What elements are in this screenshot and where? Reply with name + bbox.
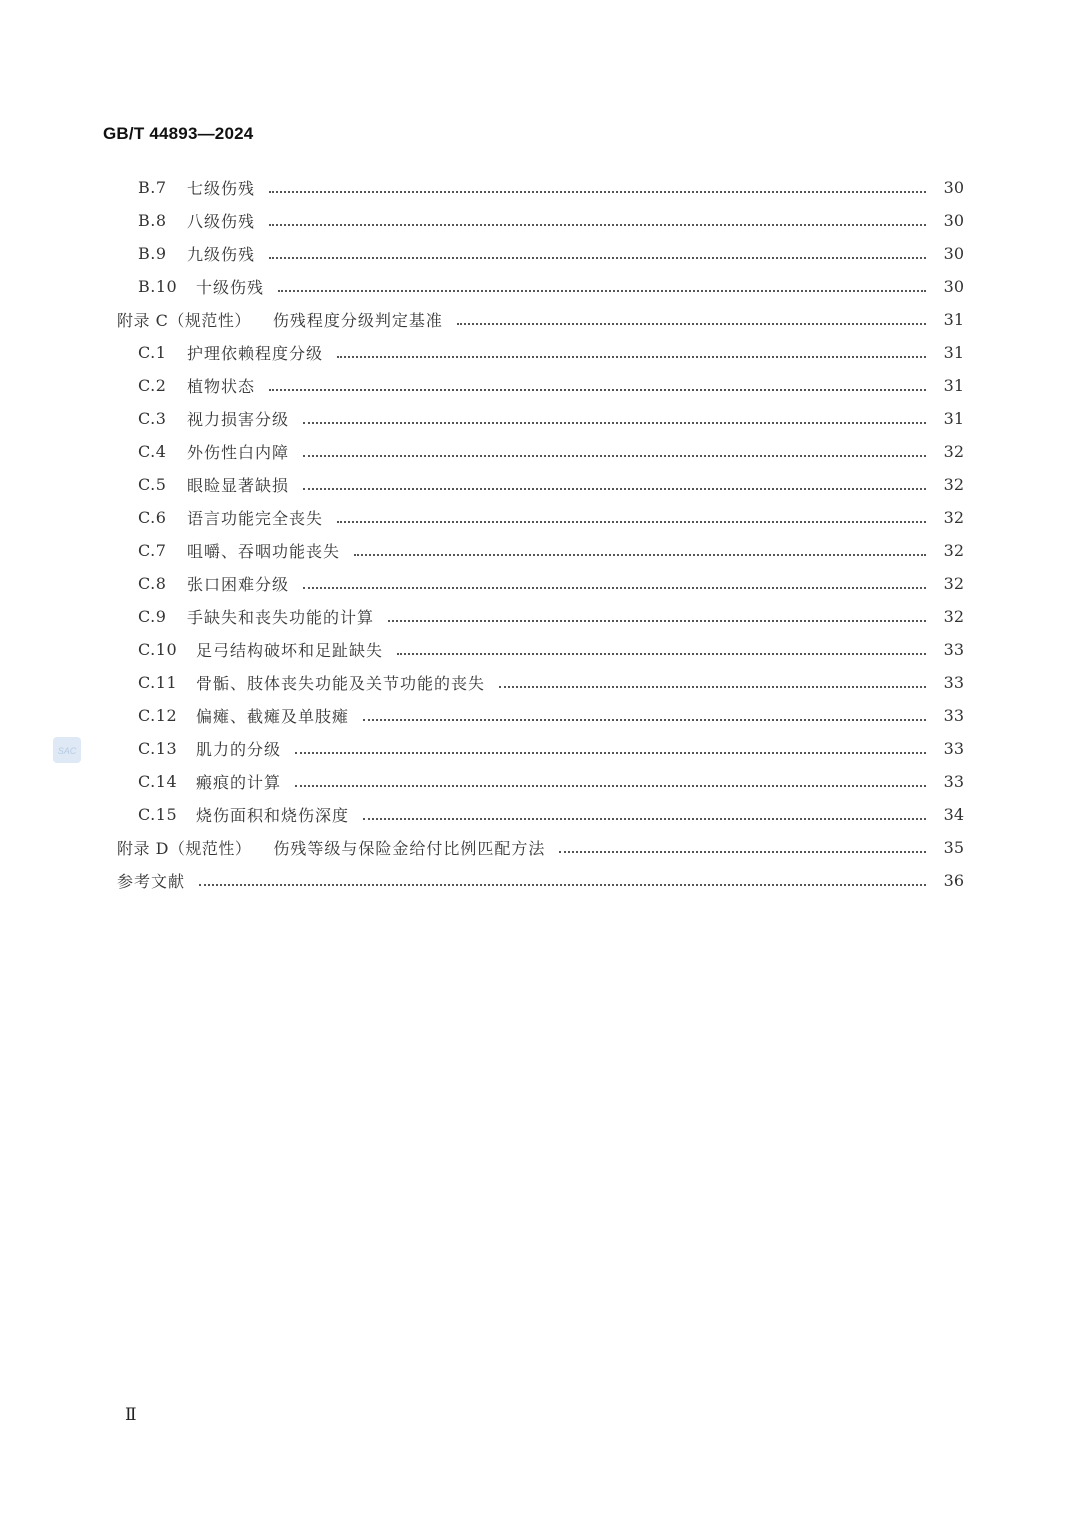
toc-entry-number: B.7	[138, 178, 167, 197]
toc-dot-leader	[388, 620, 926, 622]
toc-dot-leader	[303, 488, 926, 490]
toc-entry[interactable]	[0, 666, 1080, 699]
toc-entry-page: 34	[943, 805, 964, 824]
toc-dot-leader	[278, 290, 926, 292]
toc-dot-leader	[354, 554, 926, 556]
toc-entry-number: 附录 D（规范性）	[117, 839, 252, 858]
toc-entry[interactable]	[0, 831, 1080, 864]
toc-dot-leader	[269, 257, 926, 259]
toc-entry-number: C.5	[138, 475, 167, 494]
toc-entry-title: 咀嚼、吞咽功能丧失	[187, 542, 341, 561]
toc-entry[interactable]	[0, 303, 1080, 336]
toc-dot-leader	[457, 323, 926, 325]
toc-entry-page: 32	[943, 607, 964, 626]
toc-entry-page: 33	[943, 706, 964, 725]
toc-entry[interactable]	[0, 864, 1080, 897]
toc-entry[interactable]	[0, 435, 1080, 468]
toc-entry-title: 植物状态	[187, 377, 256, 396]
toc-entry[interactable]	[0, 468, 1080, 501]
toc-entry-number: C.14	[138, 772, 178, 791]
toc-entry[interactable]	[0, 336, 1080, 369]
toc-entry-number: C.7	[138, 541, 167, 560]
toc-dot-leader	[199, 884, 926, 886]
toc-entry-number: B.9	[138, 244, 167, 263]
table-of-contents	[0, 171, 1080, 897]
toc-entry-title: 伤残等级与保险金给付比例匹配方法	[273, 839, 546, 858]
toc-entry[interactable]	[0, 237, 1080, 270]
toc-dot-leader	[559, 851, 926, 853]
toc-entry-title: 语言功能完全丧失	[187, 509, 324, 528]
document-code-header: GB/T 44893—2024	[103, 124, 254, 143]
toc-dot-leader	[269, 191, 926, 193]
toc-dot-leader	[303, 422, 926, 424]
toc-entry-number: C.3	[138, 409, 167, 428]
toc-dot-leader	[337, 521, 926, 523]
toc-entry-title: 骨骺、肢体丧失功能及关节功能的丧失	[196, 674, 486, 693]
toc-entry-page: 36	[943, 871, 964, 890]
toc-entry-page: 30	[943, 244, 964, 263]
toc-entry[interactable]	[0, 600, 1080, 633]
toc-entry-number: C.13	[138, 739, 178, 758]
toc-entry-number: C.12	[138, 706, 178, 725]
toc-entry-title: 十级伤残	[196, 278, 265, 297]
toc-dot-leader	[337, 356, 926, 358]
toc-entry-page: 31	[943, 343, 964, 362]
toc-entry-title: 偏瘫、截瘫及单肢瘫	[196, 707, 350, 726]
toc-entry-title: 伤残程度分级判定基准	[272, 311, 443, 330]
toc-entry-title: 足弓结构破坏和足趾缺失	[196, 641, 384, 660]
toc-entry-number: C.1	[138, 343, 167, 362]
toc-dot-leader	[269, 389, 926, 391]
toc-dot-leader	[303, 455, 926, 457]
toc-entry-page: 32	[943, 541, 964, 560]
toc-entry-page: 33	[943, 640, 964, 659]
toc-entry[interactable]	[0, 633, 1080, 666]
toc-dot-leader	[363, 818, 926, 820]
toc-entry-page: 30	[943, 277, 964, 296]
toc-entry-number: C.15	[138, 805, 178, 824]
toc-entry-title: 手缺失和丧失功能的计算	[187, 608, 375, 627]
toc-entry-page: 32	[943, 442, 964, 461]
toc-entry[interactable]	[0, 699, 1080, 732]
toc-entry-page: 32	[943, 508, 964, 527]
toc-entry-page: 30	[943, 178, 964, 197]
toc-entry-number: C.10	[138, 640, 178, 659]
toc-dot-leader	[269, 224, 926, 226]
toc-entry[interactable]	[0, 732, 1080, 765]
svg-text:SAC: SAC	[57, 746, 77, 756]
toc-entry-number: 附录 C（规范性）	[117, 311, 251, 330]
toc-entry-title: 烧伤面积和烧伤深度	[196, 806, 350, 825]
toc-entry-number: C.11	[138, 673, 178, 692]
toc-entry[interactable]	[0, 171, 1080, 204]
toc-entry[interactable]	[0, 765, 1080, 798]
toc-entry-page: 33	[943, 772, 964, 791]
page-number-footer: Ⅱ	[125, 1405, 137, 1425]
toc-entry-number: C.8	[138, 574, 167, 593]
toc-dot-leader	[303, 587, 926, 589]
toc-entry[interactable]	[0, 567, 1080, 600]
toc-entry-number: C.6	[138, 508, 167, 527]
toc-entry-page: 31	[943, 409, 964, 428]
toc-entry-number: B.10	[138, 277, 178, 296]
toc-entry-page: 32	[943, 475, 964, 494]
toc-entry-title: 肌力的分级	[196, 740, 282, 759]
toc-entry[interactable]	[0, 534, 1080, 567]
toc-entry-title: 九级伤残	[187, 245, 256, 264]
toc-entry-title: 视力损害分级	[187, 410, 290, 429]
toc-entry-number: C.9	[138, 607, 167, 626]
toc-entry-page: 30	[943, 211, 964, 230]
toc-entry[interactable]	[0, 270, 1080, 303]
toc-entry-number: C.4	[138, 442, 167, 461]
toc-entry-number: C.2	[138, 376, 167, 395]
toc-entry[interactable]	[0, 501, 1080, 534]
toc-entry-page: 33	[943, 739, 964, 758]
toc-entry[interactable]	[0, 798, 1080, 831]
toc-entry-title: 眼睑显著缺损	[187, 476, 290, 495]
toc-entry[interactable]	[0, 402, 1080, 435]
toc-dot-leader	[363, 719, 926, 721]
toc-entry-page: 32	[943, 574, 964, 593]
toc-entry-page: 33	[943, 673, 964, 692]
toc-entry-title: 八级伤残	[187, 212, 256, 231]
toc-entry[interactable]	[0, 204, 1080, 237]
toc-entry-title: 护理依赖程度分级	[187, 344, 324, 363]
toc-dot-leader	[295, 785, 926, 787]
toc-entry-title: 七级伤残	[187, 179, 256, 198]
toc-dot-leader	[397, 653, 926, 655]
toc-entry-title: 外伤性白内障	[187, 443, 290, 462]
sac-watermark-logo	[53, 737, 81, 763]
toc-dot-leader	[499, 686, 926, 688]
toc-entry-number: B.8	[138, 211, 167, 230]
toc-entry-title: 张口困难分级	[187, 575, 290, 594]
toc-entry-title: 瘢痕的计算	[196, 773, 282, 792]
toc-entry-title: 参考文献	[117, 872, 186, 891]
toc-entry-page: 35	[943, 838, 964, 857]
toc-dot-leader	[295, 752, 926, 754]
toc-entry-page: 31	[943, 376, 964, 395]
toc-entry[interactable]	[0, 369, 1080, 402]
toc-entry-page: 31	[943, 310, 964, 329]
